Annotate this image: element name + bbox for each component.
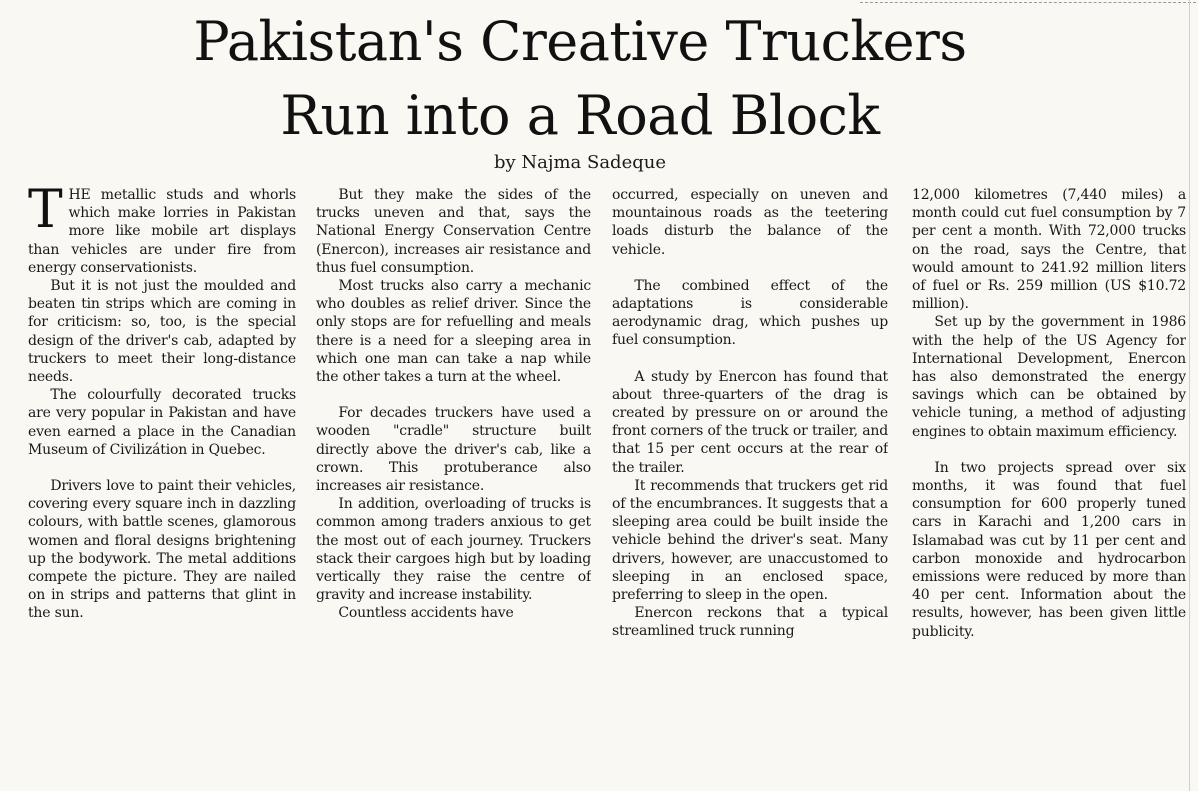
paragraph: For decades truckers have used a wooden "cradle" structure built directly above the driver's cab, like a crown. This protuberance also increases air resistance. <box>316 405 591 495</box>
paragraph: Countless accidents have <box>338 605 514 622</box>
article-column-2 <box>316 186 591 786</box>
paragraph: It recommends that truckers get rid of the encumbrances. It suggests that a sleeping area could be built inside the vehicle behind the driver's seat. Many drivers, however, are unaccustomed to sleeping in an enclosed space, preferring to sleep in the open. <box>612 477 888 604</box>
headline-line-1: Pakistan's Creative Truckers <box>193 10 967 73</box>
paragraph-text: HE metallic studs and whorls which make lorries in Pakistan more like mobile art displays than vehicles are under fire from energy conservationists. <box>28 187 296 276</box>
paragraph: In addition, overloading of trucks is common among traders anxious to get the most out of each journey. Truckers stack their cargoes high but by loading vertically they raise the centre of gravity and increase instability. <box>316 496 591 604</box>
paragraph: The combined effect of the adaptations is considerable aerodynamic drag, which pushes up fuel consumption. <box>612 277 888 349</box>
article-column-1 <box>28 186 296 786</box>
drop-cap: T <box>28 186 63 240</box>
paragraph: 12,000 kilometres (7,440 miles) a month could cut fuel consumption by 7 per cent a month. With 72,000 trucks on the road, says the Centre, that would amount to 241.92 million liters of fuel or Rs. 259 million (US $10.72 million). <box>912 187 1186 313</box>
byline: by Najma Sadeque <box>493 152 666 173</box>
article-column-3 <box>612 186 888 786</box>
paragraph: Drivers love to paint their vehicles, covering every square inch in dazzling colours, with battle scenes, glamorous women and floral designs brightening up the bodywork. The metal additions compete the picture. They are nailed on in strips and patterns that glint in the sun. <box>28 478 296 622</box>
paragraph: But it is not just the moulded and beaten tin strips which are coming in for criticism: so, too, is the special design of the driver's cab, adapted by truckers to meet their long-distance needs. <box>28 278 296 386</box>
paragraph: But they make the sides of the trucks uneven and that, says the National Energy Conservation Centre (Enercon), increases air resistance and thus fuel consumption. <box>316 187 591 276</box>
clipping-top-edge <box>860 2 1196 3</box>
paragraph: The colourfully decorated trucks are very popular in Pakistan and have even earned a place in the Canadian Museum of Civilizátion in Quebec. <box>28 387 296 458</box>
paragraph: occurred, especially on uneven and mountainous roads as the teetering loads disturb the balance of the vehicle. <box>612 187 888 258</box>
article-column-4 <box>912 186 1186 786</box>
paragraph: Enercon reckons that a typical streamlined truck running <box>612 605 888 640</box>
headline-line-2: Run into a Road Block <box>280 84 880 147</box>
paragraph <box>28 186 296 277</box>
paragraph: A study by Enercon has found that about three-quarters of the drag is created by pressure on or around the front corners of the truck or trailer, and that 15 per cent occurs at the rear of the trailer. <box>612 368 888 476</box>
clipping-right-edge <box>1189 0 1190 791</box>
paragraph: Set up by the government in 1986 with the help of the US Agency for International Development, Enercon has also demonstrated the energy savings which can be obtained by vehicle tuning, a method of adjusting engines to obtain maximum efficiency. <box>912 314 1186 440</box>
paragraph: In two projects spread over six months, it was found that fuel consumption for 600 properly tuned cars in Karachi and 1,200 cars in Islamabad was cut by 11 per cent and carbon monoxide and hydrocarbon emissions were reduced by more than 40 per cent. Information about the results, however, has been given little publicity. <box>912 459 1186 640</box>
paragraph: Most trucks also carry a mechanic who doubles as relief driver. Since the only stops are for refuelling and meals there is a need for a sleeping area in which one man can take a nap while the other takes a turn at the wheel. <box>316 278 591 386</box>
